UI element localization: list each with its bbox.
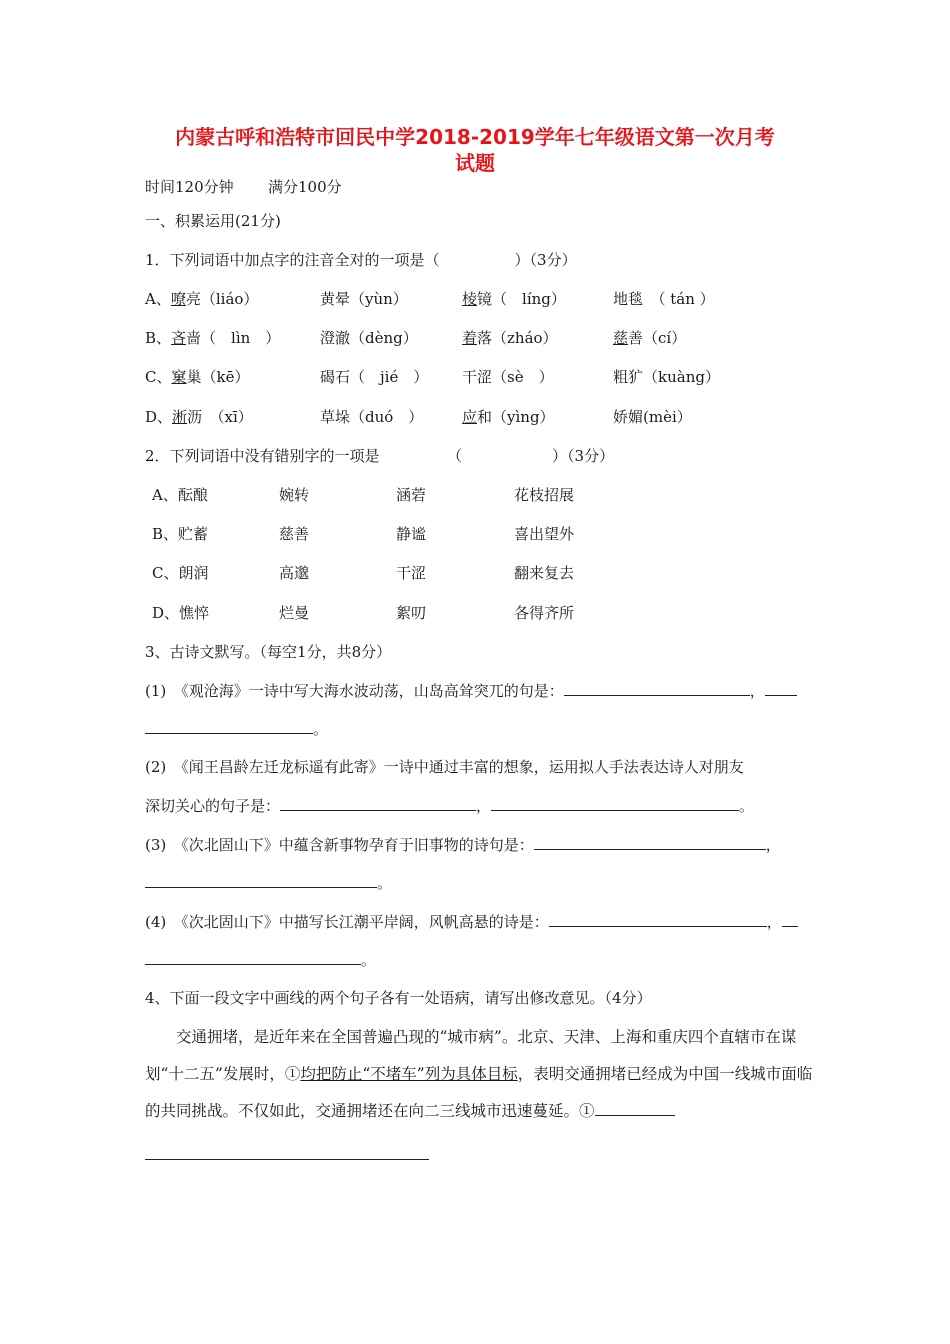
- q1-option-cell: [462, 289, 566, 309]
- q2-option-word: 静谧: [396, 525, 427, 543]
- q1-option-cell: [462, 407, 555, 427]
- answer-blank[interactable]: [491, 795, 739, 811]
- comma: ，: [765, 836, 781, 854]
- marked-char: 淅: [172, 408, 188, 426]
- q3-item-1-text: (1) 《观沧海》一诗中写大海水波动荡，山岛高耸突兀的句是：: [145, 682, 564, 700]
- period: 。: [313, 720, 329, 738]
- answer-blank[interactable]: [782, 911, 798, 927]
- q2-option-word: 慈善: [279, 525, 310, 543]
- q2-option-word: 高邈: [279, 564, 310, 582]
- word-pinyin: 沥 （xī）: [187, 408, 253, 426]
- period: 。: [377, 874, 393, 892]
- word-pinyin: 黄晕（yùn）: [320, 290, 408, 308]
- word-pinyin: 落（zháo）: [477, 329, 558, 347]
- q3-item-3: [145, 834, 781, 855]
- answer-blank[interactable]: [145, 718, 313, 734]
- section-heading: 一、积累运用(21分): [145, 212, 281, 230]
- q1-option-cell: [613, 367, 720, 387]
- q1-option-cell: [145, 289, 258, 309]
- word-pinyin: 干涩（sè ）: [462, 368, 554, 386]
- q3-item-4-text: (4) 《次北固山下》中描写长江潮平岸阔，风帆高悬的诗是：: [145, 913, 549, 931]
- word-pinyin: 澄澈（dèng）: [320, 329, 418, 347]
- q1-option-cell: [613, 407, 692, 427]
- q3-item-1: [145, 680, 797, 701]
- exam-time: 时间120分钟: [145, 178, 234, 196]
- q2-option-word: 各得齐所: [514, 604, 575, 622]
- option-letter: A、: [145, 290, 171, 308]
- comma: ，: [476, 797, 492, 815]
- q2-option-word: D、憔悴: [152, 604, 210, 622]
- word-pinyin: 碣石（ jié ）: [320, 368, 429, 386]
- period: 。: [361, 951, 377, 969]
- option-letter: B、: [145, 329, 172, 347]
- word-pinyin: 粗犷（kuàng）: [613, 368, 720, 386]
- answer-blank[interactable]: [595, 1100, 675, 1116]
- period: 。: [739, 797, 755, 815]
- q1-option-cell: [320, 328, 418, 348]
- word-pinyin: 镜（ líng）: [477, 290, 566, 308]
- q1-option-cell: [462, 367, 554, 387]
- q4-answer-line: [145, 1144, 429, 1165]
- word-pinyin: 巢（kē）: [186, 368, 250, 386]
- q3-item-4-cont: [145, 949, 376, 970]
- q1-option-cell: [320, 289, 408, 309]
- page-title: 内蒙古呼和浩特市回民中学2018-2019学年七年级语文第一次月考: [175, 125, 775, 149]
- option-letter: D、: [145, 408, 173, 426]
- marked-char: 着: [462, 329, 478, 347]
- q1-option-cell: [145, 328, 280, 348]
- q2-option-word: A、酝酿: [152, 486, 208, 504]
- q1-option-cell: [145, 367, 249, 387]
- word-pinyin: 地毯 （ tán ）: [613, 290, 715, 308]
- answer-blank[interactable]: [145, 949, 361, 965]
- q3-item-2-text: 深切关心的句子是：: [145, 797, 281, 815]
- exam-score: 满分100分: [268, 178, 342, 196]
- q1-option-cell: [320, 367, 428, 387]
- answer-blank[interactable]: [564, 680, 750, 696]
- marked-char: 吝: [171, 329, 187, 347]
- answer-blank[interactable]: [534, 834, 766, 850]
- q2-option-word: 干涩: [396, 564, 427, 582]
- q3-item-4: [145, 911, 798, 932]
- q1-option-cell: [613, 289, 715, 309]
- q4-passage-part-a: 交通拥堵，是近年来在全国普遍凸现的“城市病”。北京、天津、上海和重庆四个直辖市在谋划“十二五”发展时，①: [145, 1028, 797, 1083]
- q1-option-cell: [145, 407, 253, 427]
- answer-blank[interactable]: [145, 872, 377, 888]
- marked-char: 窠: [171, 368, 187, 386]
- q3-item-1-cont: [145, 718, 328, 739]
- q3-item-3-text: (3) 《次北固山下》中蕴含新事物孕育于旧事物的诗句是：: [145, 836, 534, 854]
- q2-option-word: 絮叨: [396, 604, 427, 622]
- q4-passage: [145, 1019, 825, 1130]
- q3-item-3-cont: [145, 872, 392, 893]
- underlined-sentence: 均把防止“不堵车”列为具体目标: [300, 1065, 518, 1083]
- q3-item-2-cont: [145, 795, 754, 816]
- word-pinyin: 善（cí）: [628, 329, 687, 347]
- q4-passage-part-b: ，表明交通拥堵已经成为中国一线城市面临的共同挑战。不仅如此，交通拥堵还在向二三线城市迅速蔓延。①: [145, 1065, 813, 1120]
- option-letter: C、: [145, 368, 172, 386]
- word-pinyin: 草垛（duó ）: [320, 408, 424, 426]
- q1-option-cell: [320, 407, 423, 427]
- q4-stem: 4、下面一段文字中画线的两个句子各有一处语病，请写出修改意见。（4分）: [145, 989, 652, 1007]
- q2-option-word: 烂曼: [279, 604, 310, 622]
- word-pinyin: 啬（ lìn ）: [186, 329, 281, 347]
- answer-blank[interactable]: [280, 795, 476, 811]
- marked-char: 嘹: [170, 290, 186, 308]
- q2-option-word: 喜出望外: [514, 525, 575, 543]
- q2-option-word: B、贮蓄: [152, 525, 209, 543]
- q2-option-word: 翻来复去: [514, 564, 575, 582]
- q3-stem: 3、古诗文默写。（每空1分，共8分）: [145, 643, 392, 661]
- q1-stem: 1．下列词语中加点字的注音全对的一项是（ ）（3分）: [145, 251, 577, 269]
- q2-stem: 2．下列词语中没有错别字的一项是 （ ）（3分）: [145, 447, 615, 465]
- word-pinyin: 和（yìng）: [477, 408, 555, 426]
- marked-char: 慈: [613, 329, 629, 347]
- page-title-line2: 试题: [455, 151, 495, 175]
- q1-option-cell: [613, 328, 686, 348]
- q2-option-word: 涵菪: [396, 486, 427, 504]
- answer-blank[interactable]: [765, 680, 797, 696]
- marked-char: 应: [462, 408, 478, 426]
- answer-blank[interactable]: [549, 911, 767, 927]
- answer-blank[interactable]: [145, 1144, 429, 1160]
- q2-option-word: C、朗润: [152, 564, 209, 582]
- comma: ，: [766, 913, 782, 931]
- marked-char: 棱: [462, 290, 478, 308]
- q3-item-2: (2) 《闻王昌龄左迁龙标遥有此寄》一诗中通过丰富的想象，运用拟人手法表达诗人对朋友: [145, 758, 744, 776]
- q1-option-cell: [462, 328, 558, 348]
- q2-option-word: 花枝招展: [514, 486, 575, 504]
- comma: ，: [749, 682, 765, 700]
- q2-option-word: 婉转: [279, 486, 310, 504]
- word-pinyin: 娇媚(mèi）: [613, 408, 692, 426]
- word-pinyin: 亮（liáo）: [185, 290, 259, 308]
